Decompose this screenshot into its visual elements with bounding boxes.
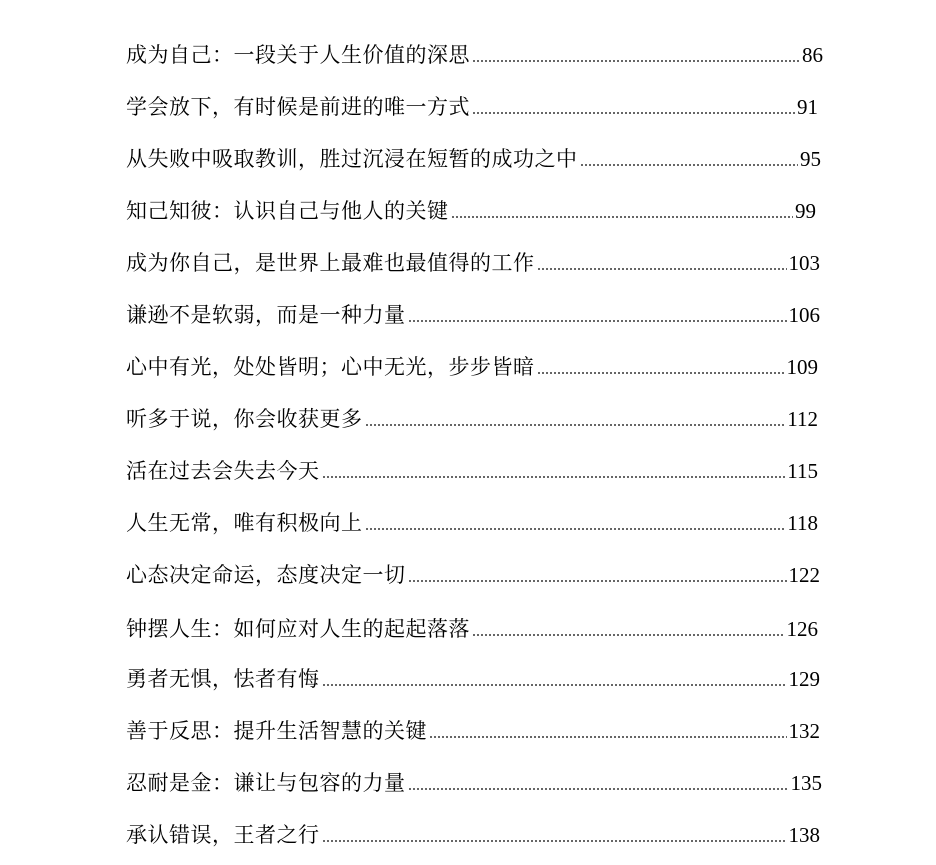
toc-entry-title: 钟摆人生：如何应对人生的起起落落 [126,617,470,641]
toc-entry[interactable] [126,348,818,380]
toc-entry-page: 103 [788,251,820,275]
toc-entry[interactable] [126,36,823,68]
toc-entry[interactable] [126,504,818,536]
toc-entry-title: 心态决定命运，态度决定一切 [126,563,406,587]
toc-entry-title: 勇者无惧，怯者有悔 [126,667,320,691]
toc-entry-title: 谦逊不是软弱，而是一种力量 [126,303,406,327]
toc-leader-dots [580,164,799,166]
toc-leader-dots [472,60,800,62]
toc-entry-title: 活在过去会失去今天 [126,459,320,483]
toc-entry-title: 人生无常，唯有积极向上 [126,511,363,535]
toc-leader-dots [322,684,787,686]
toc-leader-dots [537,372,785,374]
toc-entry-page: 118 [787,511,818,535]
toc-entry[interactable] [126,140,821,172]
toc-entry-title: 知己知彼：认识自己与他人的关键 [126,199,449,223]
toc-entry-page: 135 [790,771,822,795]
toc-leader-dots [322,840,787,842]
toc-entry-page: 95 [800,147,821,171]
toc-entry[interactable] [126,88,818,120]
toc-leader-dots [537,268,787,270]
toc-entry-title: 学会放下，有时候是前进的唯一方式 [126,95,470,119]
toc-entry[interactable] [126,712,820,744]
toc-entry-page: 91 [797,95,818,119]
toc-leader-dots [322,476,786,478]
toc-entry-title: 成为自己：一段关于人生价值的深思 [126,43,470,67]
toc-entry[interactable] [126,244,820,276]
toc-entry-title: 从失败中吸取教训，胜过沉浸在短暂的成功之中 [126,147,578,171]
toc-leader-dots [429,736,787,738]
toc-entry-page: 109 [786,355,818,379]
toc-leader-dots [365,528,786,530]
toc-entry[interactable] [126,296,820,328]
toc-entry[interactable] [126,660,820,692]
toc-entry-page: 122 [788,563,820,587]
toc-entry-title: 心中有光，处处皆明；心中无光，步步皆暗 [126,355,535,379]
toc-entry-title: 承认错误，王者之行 [126,823,320,847]
toc-entry-title: 听多于说，你会收获更多 [126,407,363,431]
toc-entry-title: 忍耐是金：谦让与包容的力量 [126,771,406,795]
toc-entry[interactable] [126,610,818,642]
toc-entry[interactable] [126,400,818,432]
toc-leader-dots [408,788,789,790]
toc-entry-page: 115 [787,459,818,483]
toc-leader-dots [408,580,787,582]
toc-leader-dots [408,320,787,322]
toc-leader-dots [451,216,794,218]
toc-entry-page: 126 [786,617,818,641]
toc-entry-page: 106 [788,303,820,327]
toc-entry-page: 129 [788,667,820,691]
toc-leader-dots [472,634,785,636]
toc-entry[interactable] [126,764,822,796]
toc-entry-page: 99 [795,199,816,223]
toc-entry-page: 138 [788,823,820,847]
toc-entry-page: 112 [787,407,818,431]
toc-entry-title: 成为你自己，是世界上最难也最值得的工作 [126,251,535,275]
toc-entry[interactable] [126,816,820,848]
toc-leader-dots [472,112,795,114]
toc-entry-title: 善于反思：提升生活智慧的关键 [126,719,427,743]
toc-leader-dots [365,424,786,426]
toc-entry[interactable] [126,452,818,484]
toc-entry[interactable] [126,192,816,224]
toc-entry-page: 132 [788,719,820,743]
toc-entry[interactable] [126,556,820,588]
toc-entry-page: 86 [802,43,823,67]
